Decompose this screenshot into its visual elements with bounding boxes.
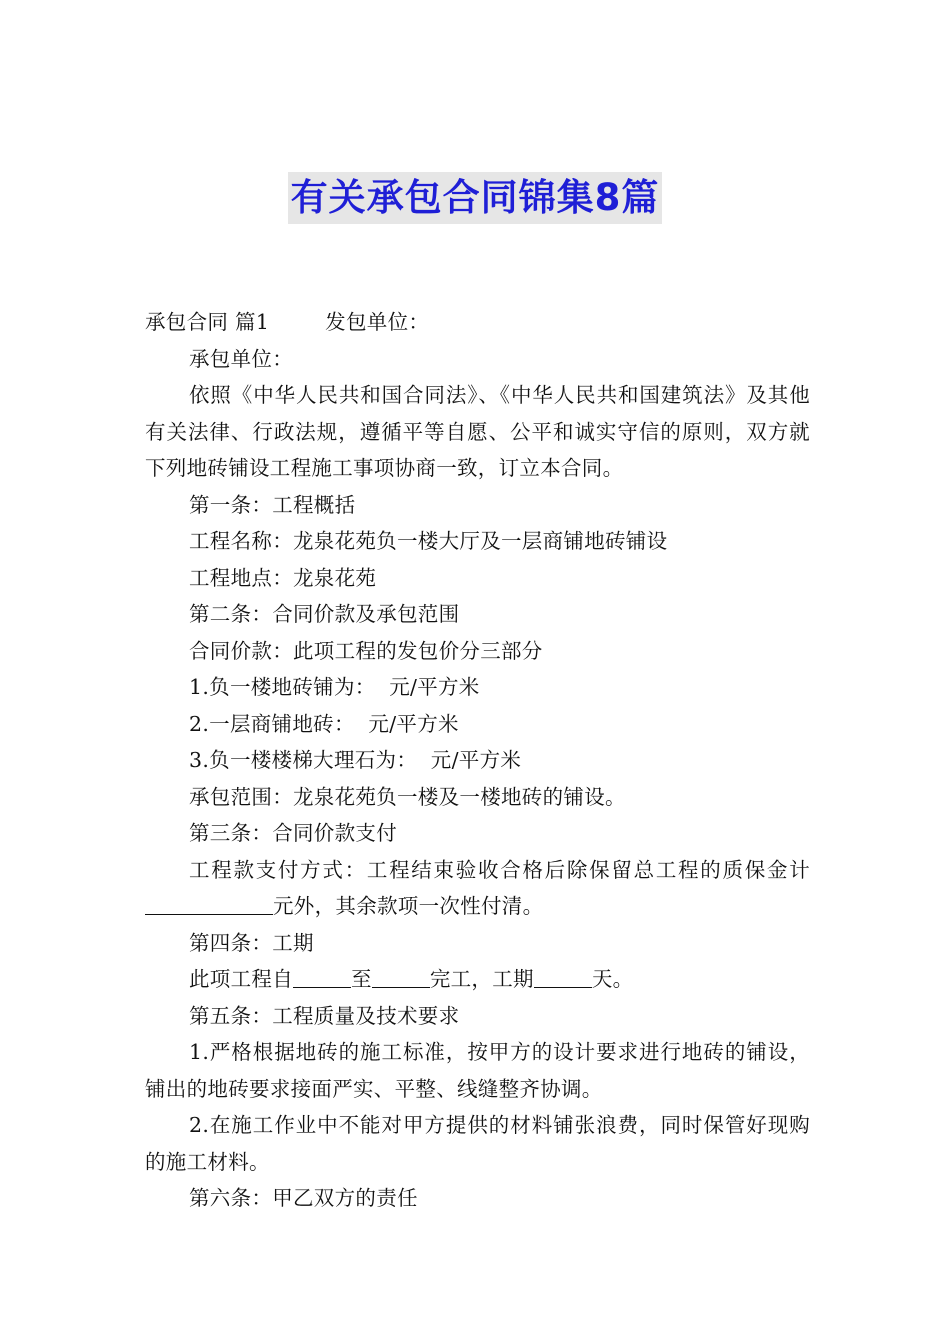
period-text-2: 至 xyxy=(351,967,372,991)
warranty-blank xyxy=(145,894,273,915)
period-text-3: 完工，工期 xyxy=(429,967,534,991)
end-date-blank xyxy=(372,967,430,988)
article-4-heading: 第四条：工期 xyxy=(189,930,314,955)
party-a-label: 发包单位： xyxy=(325,310,430,334)
title-wrap xyxy=(0,172,950,224)
price-item-2: 2.一层商铺地砖： 元/平方米 xyxy=(189,711,459,736)
article-2-heading: 第二条：合同价款及承包范围 xyxy=(189,602,460,626)
start-date-blank xyxy=(293,967,351,988)
article-3-heading: 第三条：合同价款支付 xyxy=(189,821,397,845)
days-blank xyxy=(534,967,592,988)
document-title: 有关承包合同锦集8篇 xyxy=(288,172,663,224)
project-name: 工程名称：龙泉花苑负一楼大厅及一层商铺地砖铺设 xyxy=(189,529,668,553)
article-5-heading: 第五条：工程质量及技术要求 xyxy=(189,1003,460,1028)
period-text-4: 天。 xyxy=(591,967,634,991)
quality-item-2: 2.在施工作业中不能对甲方提供的材料铺张浪费，同时保管好现购的施工材料。 xyxy=(145,1113,810,1174)
price-item-3: 3.负一楼楼梯大理石为： 元/平方米 xyxy=(189,748,522,772)
price-item-1: 1.负一楼地砖铺为： 元/平方米 xyxy=(189,675,480,699)
contract-price: 合同价款：此项工程的发包价分三部分 xyxy=(189,638,543,663)
construction-period xyxy=(145,961,810,998)
payment-method xyxy=(145,852,810,925)
project-location: 工程地点：龙泉花苑 xyxy=(189,565,377,590)
payment-method-rest: 元外，其余款项一次性付清。 xyxy=(273,894,544,918)
article-1-heading: 第一条：工程概括 xyxy=(189,492,356,517)
payment-method-text: 工程款支付方式：工程结束验收合格后除保留总工程的质保金计 xyxy=(189,857,810,882)
article-6-heading: 第六条：甲乙双方的责任 xyxy=(189,1186,418,1210)
contract-scope: 承包范围：龙泉花苑负一楼及一楼地砖的铺设。 xyxy=(189,784,626,809)
document-body xyxy=(145,304,810,1217)
quality-item-1: 1.严格根据地砖的施工标准，按甲方的设计要求进行地砖的铺设，铺出的地砖要求接面严实、平整、线缝整齐协调。 xyxy=(145,1040,810,1101)
preamble-paragraph: 依照《中华人民共和国合同法》、《中华人民共和国建筑法》及其他有关法律、行政法规，遵循平等自愿、公平和诚实守信的原则，双方就下列地砖铺设工程施工事项协商一致，订立本合同。 xyxy=(145,383,810,480)
party-b-label: 承包单位： xyxy=(189,346,293,371)
section-heading xyxy=(145,304,810,341)
section-label: 承包合同 篇1 xyxy=(145,310,270,334)
period-text-1: 此项工程自 xyxy=(189,967,293,991)
